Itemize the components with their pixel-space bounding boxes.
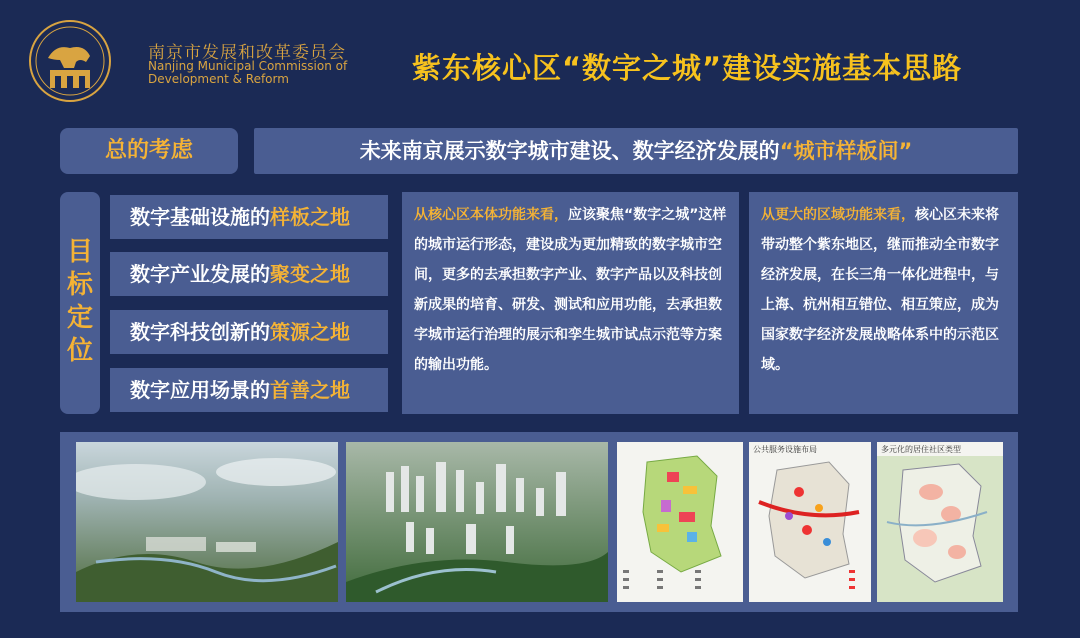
org-name-en xyxy=(148,60,398,86)
regional-function-panel xyxy=(749,192,1018,414)
goal-item-highlight: 样板之地 xyxy=(270,205,350,229)
page-title: 紫东核心区“数字之城”建设实施基本思路 xyxy=(412,51,963,85)
commission-logo xyxy=(22,18,132,104)
theme-text: 未来南京展示数字城市建设、数字经济发展的 xyxy=(359,139,780,163)
overall-theme xyxy=(254,128,1018,174)
public-service-map xyxy=(749,442,871,602)
goal-item xyxy=(110,252,388,296)
land-use-map-graphic xyxy=(617,442,743,602)
goal-side-char: 位 xyxy=(66,336,93,366)
residential-community-map-graphic xyxy=(877,442,1003,602)
goal-item-text: 数字应用场景的 xyxy=(130,378,270,402)
panel-body: 核心区未来将带动整个紫东地区，继而推动全市数字经济发展，在长三角一体化进程中，与上海、杭州相互错位、相互策应，成为国家数字经济发展战略体系中的示范区域。 xyxy=(761,207,999,373)
land-use-map xyxy=(617,442,743,602)
aerial-photo-landscape xyxy=(76,442,338,602)
panel-lead: 从更大的区域功能来看， xyxy=(761,207,915,223)
goal-item xyxy=(110,195,388,239)
goal-item-text: 数字产业发展的 xyxy=(130,262,270,286)
panel-lead: 从核心区本体功能来看， xyxy=(414,207,568,223)
goal-item-highlight: 聚变之地 xyxy=(270,262,350,286)
core-function-panel xyxy=(402,192,739,414)
residential-community-map xyxy=(877,442,1003,602)
theme-highlight: “城市样板间” xyxy=(779,139,913,163)
goal-side-label xyxy=(60,192,100,414)
goal-side-char: 定 xyxy=(66,303,93,333)
overall-tag: 总的考虑 xyxy=(60,128,238,174)
goal-item-highlight: 策源之地 xyxy=(270,320,350,344)
org-name-en-line1: Nanjing Municipal Commission of xyxy=(148,59,348,73)
goal-item xyxy=(110,310,388,354)
goal-item-text: 数字科技创新的 xyxy=(130,320,270,344)
goal-side-char: 标 xyxy=(66,270,93,300)
aerial-photo-city xyxy=(346,442,608,602)
org-name-cn: 南京市发展和改革委员会 xyxy=(148,43,346,63)
goal-item-highlight: 首善之地 xyxy=(270,378,350,402)
goal-side-char: 目 xyxy=(66,237,93,267)
map-title: 公共服务设施布局 xyxy=(753,445,817,454)
goal-item-text: 数字基础设施的 xyxy=(130,205,270,229)
public-service-map-graphic xyxy=(749,442,871,602)
goal-item xyxy=(110,368,388,412)
org-name-en-line2: Development & Reform xyxy=(148,72,289,86)
panel-body: 应该聚焦“数字之城”这样的城市运行形态，建设成为更加精致的数字城市空间，更多的去承担数字产业、数字产品以及科技创新成果的培育、研发、测试和应用功能，去承担数字城市运行治理的展示和孪生城市试点示范等方案的输出功能。 xyxy=(414,207,727,373)
map-title: 多元化的居住社区类型 xyxy=(881,445,961,454)
